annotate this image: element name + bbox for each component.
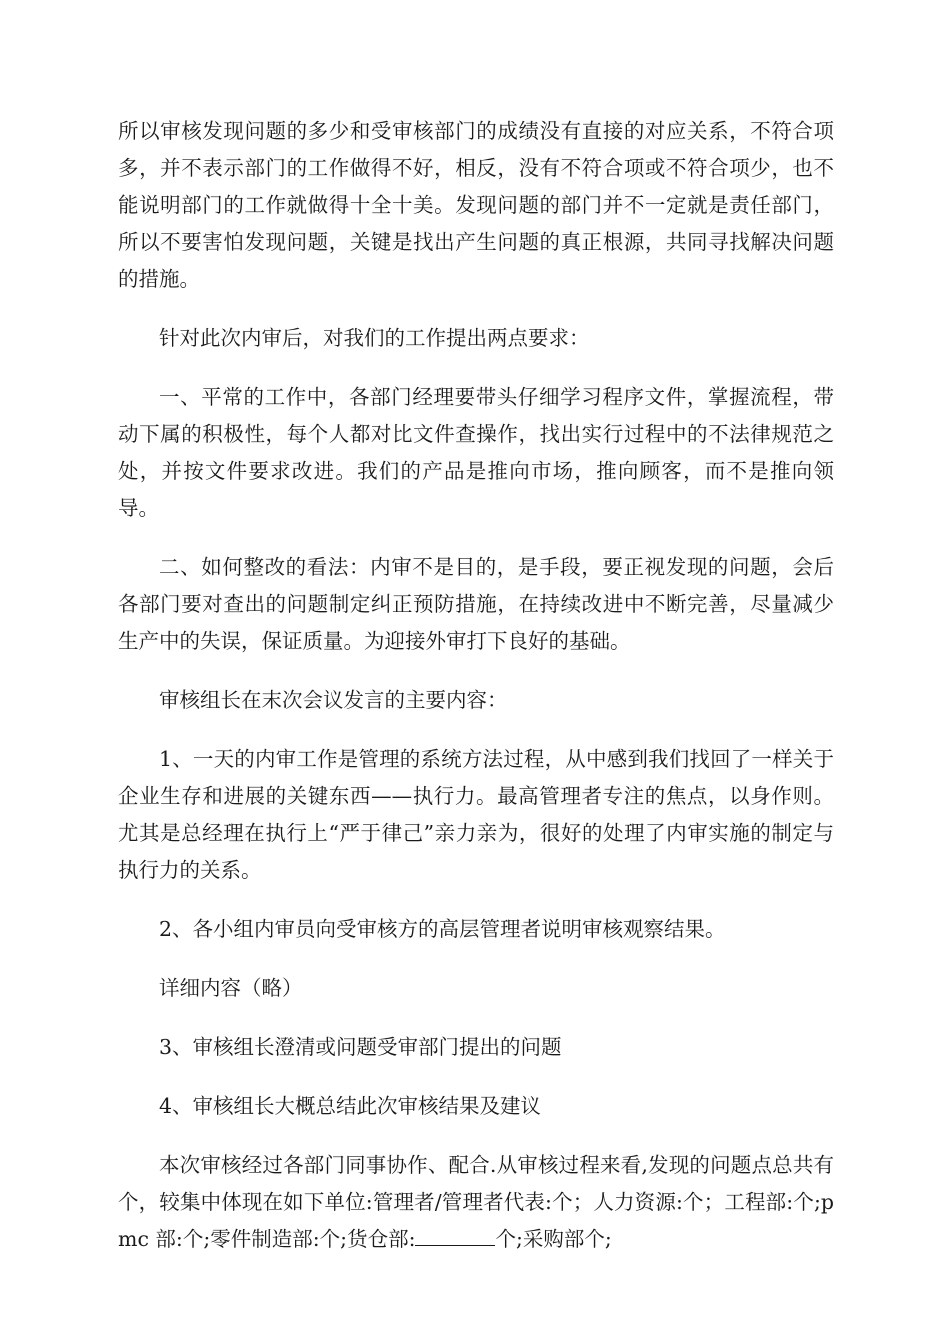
paragraph-item-4: 4、审核组长大概总结此次审核结果及建议 xyxy=(159,1094,542,1118)
paragraph-item-2: 2、各小组内审员向受审核方的高层管理者说明审核观察结果。 xyxy=(159,917,726,941)
summary-text-before-blank: 本次审核经过各部门同事协作、配合.从审核过程来看,发现的问题点总共有个，较集中体现在如下单位:管理者/管理者代表:个；人力资源:个；工程部:个;pmc 部:个;零件制造部:个;货仓部: xyxy=(118,1153,834,1251)
paragraph-item-1: 1、一天的内审工作是管理的系统方法过程，从中感到我们找回了一样关于企业生存和进展的关键东西——执行力。最高管理者专注的焦点，以身作则。尤其是总经理在执行上“严于律己”亲力亲为，很好的处理了内审实施的制定与执行力的关系。 xyxy=(118,747,834,882)
paragraph-requirement-two: 二、如何整改的看法：内审不是目的，是手段，要正视发现的问题，会后各部门要对查出的问题制定纠正预防措施，在持续改进中不断完善，尽量减少生产中的失误，保证质量。为迎接外审打下良好的基础。 xyxy=(118,555,834,653)
paragraph-details-omitted: 详细内容（略） xyxy=(159,976,303,1000)
paragraph-item-3: 3、审核组长澄清或问题受审部门提出的问题 xyxy=(159,1035,562,1059)
fill-in-blank xyxy=(415,1223,495,1246)
summary-text-after-blank: 个;采购部个; xyxy=(495,1227,612,1251)
paragraph-closing-speech-heading: 审核组长在末次会议发言的主要内容： xyxy=(159,688,508,712)
paragraph-audit-summary xyxy=(118,1147,834,1258)
paragraph-requirement-one: 一、平常的工作中，各部门经理要带头仔细学习程序文件，掌握流程，带动下属的积极性，每个人都对比文件查操作，找出实行过程中的不法律规范之处，并按文件要求改进。我们的产品是推向市场，推向顾客，而不是推向领导。 xyxy=(118,385,834,520)
document-page xyxy=(118,113,834,1280)
paragraph-two-requirements-intro: 针对此次内审后，对我们的工作提出两点要求： xyxy=(159,326,590,350)
paragraph-audit-findings: 所以审核发现问题的多少和受审核部门的成绩没有直接的对应关系，不符合项多，并不表示部门的工作做得不好，相反，没有不符合项或不符合项少，也不能说明部门的工作就做得十全十美。发现问题的部门并不一定就是责任部门，所以不要害怕发现问题，关键是找出产生问题的真正根源，共同寻找解决问题的措施。 xyxy=(118,119,834,291)
